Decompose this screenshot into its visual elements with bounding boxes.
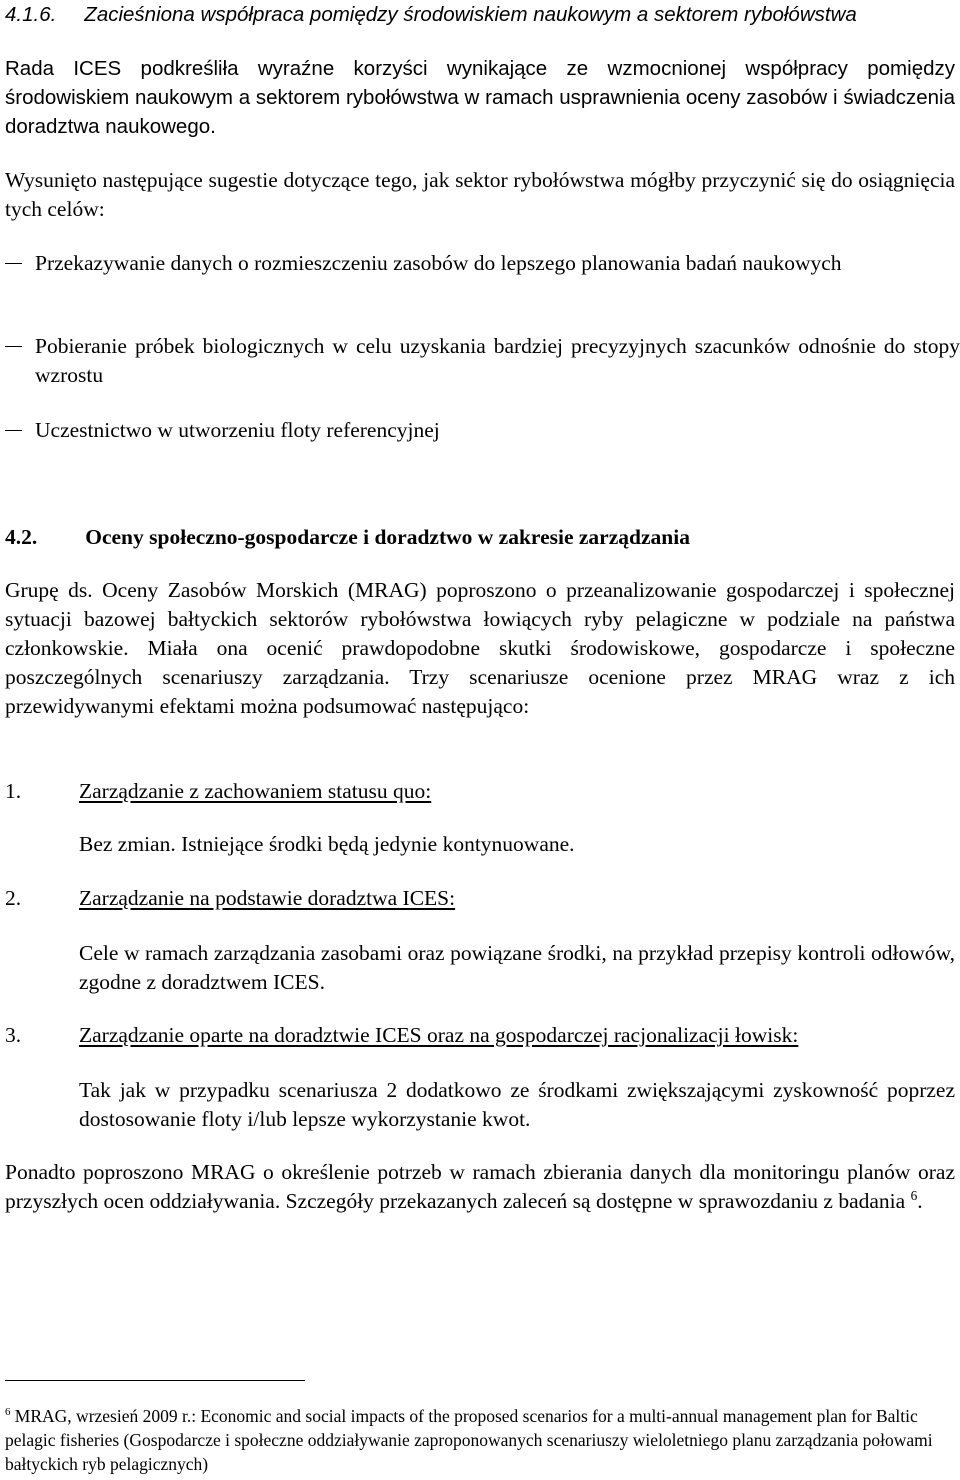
footnote-separator <box>5 1380 305 1381</box>
suggestions-intro: Wysunięto następujące sugestie dotyczące tego, jak sektor rybołówstwa mógłby przyczynić się do osiągnięcia tych celów: <box>5 168 955 221</box>
closing-text: Ponadto poproszono MRAG o określenie potrzeb w ramach zbierania danych dla monitoringu planów oraz przyszłych ocen oddziaływania. Szczegóły przekazanych zaleceń są dostępne w sprawozdaniu z badania <box>5 1160 955 1213</box>
scenario-title: Zarządzanie z zachowaniem statusu quo: <box>79 779 432 803</box>
section-number: 4.1.6. <box>5 3 57 26</box>
list-item-text: Przekazywanie danych o rozmieszczeniu zasobów do lepszego planowania badań naukowych <box>35 251 842 275</box>
section-heading-4-1-6 <box>5 0 955 29</box>
list-item <box>5 332 960 392</box>
section-title: Zacieśniona współpraca pomiędzy środowiskiem naukowym a sektorem rybołówstwa <box>84 3 857 26</box>
list-item <box>5 416 955 446</box>
paragraph-closing <box>5 1158 955 1216</box>
scenario-number: 1. <box>5 779 22 803</box>
section-title: Oceny społeczno-gospodarcze i doradztwo w zakresie zarządzania <box>85 525 690 549</box>
dash-bullet <box>5 430 22 431</box>
dash-bullet <box>5 346 22 347</box>
dash-bullet <box>5 263 22 264</box>
paragraph-ices-cooperation: Rada ICES podkreśliła wyraźne korzyści wynikające ze wzmocnionej współpracy pomiędzy środowiskiem naukowym a sektorem rybołówstwa w ramach usprawnienia oceny zasobów i świadczenia doradztwa naukowego. <box>5 57 955 138</box>
footnote-reference[interactable]: 6 <box>910 1187 918 1203</box>
footnote-text: MRAG, wrzesień 2009 r.: Economic and social impacts of the proposed scenarios for a multi-annual management plan for Baltic pelagic fisheries (Gospodarcze i społeczne oddziaływanie zaproponowanych scenariuszy wieloletniego planu zarządzania połowami bałtyckich ryb pelagicznych) <box>5 1406 933 1474</box>
scenario-number: 2. <box>5 886 22 910</box>
footnote-marker: 6 <box>5 1406 11 1419</box>
scenario-number: 3. <box>5 1023 22 1047</box>
footnote <box>5 1404 955 1476</box>
scenario-title: Zarządzanie na podstawie doradztwa ICES: <box>79 886 456 910</box>
paragraph-mrag-analysis: Grupę ds. Oceny Zasobów Morskich (MRAG) poproszono o przeanalizowanie gospodarczej i społecznej sytuacji bazowej bałtyckich sektorów rybołówstwa łowiących ryby pelagiczne w podziale na państwa członkowskie. Miała ona ocenić prawdopodobne skutki środowiskowe, gospodarcze i społeczne poszczególnych scenariuszy zarządzania. Trzy scenariusze ocenione przez MRAG wraz z ich przewidywanymi efektami można podsumować następująco: <box>5 578 955 718</box>
scenario-title: Zarządzanie oparte na doradztwie ICES oraz na gospodarczej racjonalizacji łowisk: <box>79 1023 799 1047</box>
list-item-text: Pobieranie próbek biologicznych w celu uzyskania bardziej precyzyjnych szacunków odnośnie do stopy wzrostu <box>35 334 960 387</box>
closing-end: . <box>917 1189 923 1213</box>
list-item <box>5 249 955 309</box>
scenario-body: Cele w ramach zarządzania zasobami oraz powiązane środki, na przykład przepisy kontroli odłowów, zgodne z doradztwem ICES. <box>79 941 955 994</box>
list-item-text: Uczestnictwo w utworzeniu floty referencyjnej <box>35 418 440 442</box>
scenario-body: Bez zmian. Istniejące środki będą jedynie kontynuowane. <box>79 832 575 856</box>
scenario-body: Tak jak w przypadku scenariusza 2 dodatkowo ze środkami zwiększającymi zyskowność poprzez dostosowanie floty i/lub lepsze wykorzystanie kwot. <box>79 1078 955 1131</box>
section-number: 4.2. <box>5 525 38 549</box>
section-heading-4-2 <box>5 523 955 552</box>
